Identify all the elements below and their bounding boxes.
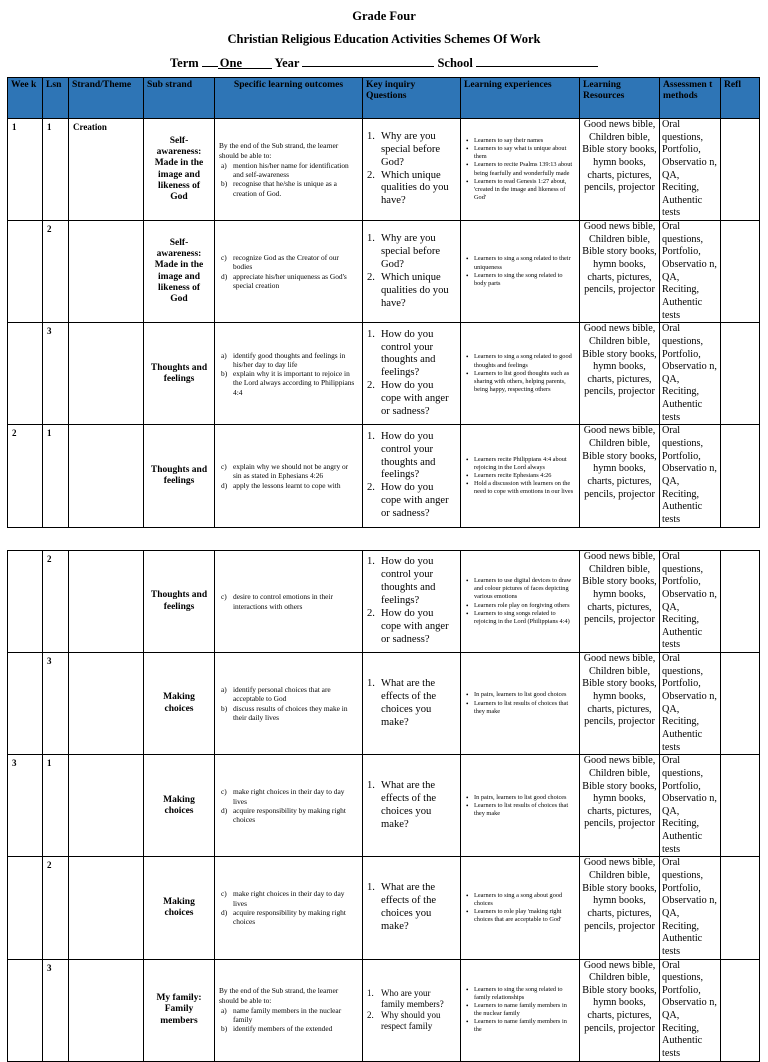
reflection-cell [721,119,760,221]
inquiry-questions-cell [363,119,461,221]
inquiry-questions-cell [363,221,461,323]
question-text: Why should you respect family [381,1010,441,1032]
resources-cell: Good news bible, Children bible, Bible story books, hymn books, charts, pictures, pencils, projector [580,857,660,959]
table-row [8,653,760,755]
col-resources: Learning Resources [580,78,660,119]
inquiry-question [367,556,456,608]
inquiry-question [367,169,456,209]
experience-item: • Learners to sing songs related to rejoicing in the Lord (Philippians 4:4) [474,610,575,626]
term-year-school-line [0,54,768,71]
substrand-line: Making [163,794,195,805]
outcomes-cell [215,857,363,959]
outcome-marker: b) [221,179,228,189]
substrand-line: Thoughts and [150,590,208,601]
reflection-cell [721,755,760,857]
question-number: 2. [367,608,375,620]
outcome-item [221,703,358,723]
question-text: How do you control your thoughts and feelings? [381,430,436,481]
substrand-line: Making [163,692,195,703]
term-label: Term [169,56,199,70]
reflection-cell [721,653,760,755]
question-number: 2. [367,1010,374,1021]
outcome-text: appreciate his/her uniqueness as God's special creation [233,271,347,290]
week-cell: 1 [8,119,43,221]
term-value: One [218,56,272,69]
experience-item: • Learners to sing the song related to family relationships [474,986,575,1002]
inquiry-question [367,608,456,647]
week-cell: 2 [8,425,43,527]
substrand-cell [144,425,215,527]
table-row [8,119,760,221]
week-cell: 3 [8,755,43,857]
outcome-text: explain why it is important to rejoice in the Lord always according to Philippians 4:4 [233,369,355,397]
substrand-line: Thoughts and [150,464,208,475]
inquiry-questions-cell [363,323,461,425]
inquiry-questions-cell [363,755,461,857]
reflection-cell [721,857,760,959]
outcome-marker: b) [221,369,228,379]
substrand-line: members [160,1015,198,1026]
substrand-line: choices [164,703,194,714]
substrand-line: Self- [169,238,189,249]
col-assessment: Assessmen t methods [660,78,721,119]
resources-cell: Good news bible, Children bible, Bible story books, hymn books, charts, pictures, pencils, projector [580,221,660,323]
outcome-item [221,787,358,806]
year-label: Year [274,56,300,70]
outcome-item [221,907,358,927]
schemes-table-part-2 [7,550,760,1062]
table-row [8,755,760,857]
substrand-line: likeness of [158,282,200,293]
inquiry-question [367,430,456,483]
question-number: 1. [367,779,375,791]
learning-experiences-cell [461,323,580,425]
learning-experiences-cell [461,653,580,755]
experience-item: • Learners to read Genesis 1:27 about, 'created in the image and likeness of God' [474,178,575,203]
assessment-cell: Oral questions, Portfolio, Observatio n, QA, Reciting, Authentic tests [660,857,721,959]
outcomes-intro: By the end of the Sub strand, the learner should be able to: [219,141,339,160]
col-week: Wee k [8,78,43,119]
col-strand: Strand/Theme [69,78,144,119]
experience-item: • Learners to sing a song related to their uniqueness [474,255,575,271]
outcomes-cell [215,119,363,221]
substrand-line: God [170,294,188,305]
question-text: Why are you special before God? [381,130,441,168]
question-number: 2. [367,380,375,392]
week-cell [8,857,43,959]
lesson-cell: 2 [43,551,69,653]
substrand-cell [144,857,215,959]
substrand-line: Making [163,896,195,907]
lesson-cell: 3 [43,959,69,1061]
outcomes-cell [215,221,363,323]
experience-item: • Learners to use digital devices to draw and colour pictures of faces depicting various emotions [474,577,575,602]
reflection-cell [721,959,760,1061]
outcome-item [221,160,358,180]
substrand-cell [144,221,215,323]
experience-item: • Learners to list good thoughts such as sharing with others, helping parents, being happy, respecting others [474,370,575,395]
experience-item: • Learners to role play 'making right choices that are acceptable to God' [474,908,575,924]
experience-item: • Learners to sing the song related to body parts [474,272,575,288]
table-row [8,959,760,1061]
outcome-marker: b) [221,1024,228,1034]
reflection-cell [721,323,760,425]
outcome-marker: d) [221,480,228,490]
col-outcomes: Specific learning outcomes [215,78,363,119]
lesson-cell: 3 [43,653,69,755]
substrand-line: likeness of [158,180,200,191]
experience-item: • Learners to name family members in the [474,1018,575,1034]
question-number: 1. [367,232,375,244]
col-reflection: Refl [721,78,760,119]
outcome-text: apply the lessons learnt to cope with [233,480,341,490]
outcome-text: recognise that he/she is unique as a creation of God. [233,179,337,198]
school-blank [476,54,598,67]
outcome-text: identify personal choices that are acceptable to God [233,685,331,704]
inquiry-questions-cell [363,653,461,755]
outcome-item [221,271,358,291]
week-cell [8,221,43,323]
table-row [8,323,760,425]
outcome-marker: c) [221,253,227,263]
col-experiences: Learning experiences [461,78,580,119]
col-substrand: Sub strand [144,78,215,119]
lesson-cell: 1 [43,425,69,527]
resources-cell: Good news bible, Children bible, Bible story books, hymn books, charts, pictures, pencils, projector [580,323,660,425]
assessment-cell: Oral questions, Portfolio, Observatio n, QA, Reciting, Authentic tests [660,323,721,425]
outcome-text: recognize God as the Creator of our bodies [233,253,339,272]
outcomes-cell [215,425,363,527]
substrand-line: feelings [163,475,195,486]
question-number: 1. [367,988,374,999]
outcome-text: discuss results of choices they make in their daily lives [233,703,348,722]
outcome-text: mention his/her name for identification and self-awareness [233,160,349,180]
inquiry-question [367,130,456,170]
inquiry-question [367,232,456,272]
substrand-line: image and [158,169,200,180]
outcome-marker: d) [221,271,228,281]
question-number: 2. [367,482,375,494]
assessment-cell: Oral questions, Portfolio, Observatio n, QA, Reciting, Authentic tests [660,959,721,1061]
substrand-cell [144,551,215,653]
strand-cell [69,959,144,1061]
document-title: Christian Religious Education Activities Schemes Of Work [227,32,541,46]
inquiry-question [367,271,456,311]
outcomes-intro: By the end of the Sub strand, the learner should be able to: [219,986,339,1005]
inquiry-question [367,882,456,934]
outcome-item [221,179,358,198]
col-lesson: Lsn [43,78,69,119]
schemes-table-part-1 [7,77,760,528]
inquiry-questions-cell [363,857,461,959]
outcome-marker: c) [221,592,227,602]
question-number: 1. [367,130,375,142]
assessment-cell: Oral questions, Portfolio, Observatio n, QA, Reciting, Authentic tests [660,119,721,221]
outcome-text: make right choices in their day to day lives [233,889,345,908]
table-row [8,221,760,323]
experience-item: • Learners to list results of choices that they make [474,802,575,818]
outcome-item [221,1024,358,1034]
outcome-marker: a) [221,685,227,695]
experience-item: • Learners to recite Psalms 139:13 about being fearfully and wonderfully made [474,161,575,177]
lesson-cell: 1 [43,119,69,221]
resources-cell: Good news bible, Children bible, Bible story books, hymn books, charts, pictures, pencils, projector [580,653,660,755]
inquiry-question [367,328,456,381]
experience-item: • Hold a discussion with learners on the need to cope with emotions in our lives [474,480,575,496]
outcome-marker: c) [221,787,227,797]
week-cell [8,551,43,653]
substrand-line: image and [158,271,200,282]
question-text: Which unique qualities do you have? [381,271,449,309]
question-number: 2. [367,271,375,283]
experience-item: • In pairs, learners to list good choices [474,794,575,802]
strand-cell: Creation [69,119,144,221]
strand-cell [69,425,144,527]
substrand-cell [144,959,215,1061]
outcome-item [221,889,358,908]
question-number: 2. [367,169,375,181]
question-number: 1. [367,556,375,568]
resources-cell: Good news bible, Children bible, Bible story books, hymn books, charts, pictures, pencils, projector [580,119,660,221]
experience-item: • Learners to sing a song related to good thoughts and feelings [474,353,575,369]
substrand-line: God [170,191,188,202]
week-cell [8,959,43,1061]
question-text: Which unique qualities do you have? [381,169,449,207]
table-row [8,551,760,653]
resources-cell: Good news bible, Children bible, Bible story books, hymn books, charts, pictures, pencils, projector [580,551,660,653]
outcome-item [221,253,358,272]
learning-experiences-cell [461,221,580,323]
assessment-cell: Oral questions, Portfolio, Observatio n, QA, Reciting, Authentic tests [660,221,721,323]
question-number: 1. [367,430,375,442]
outcome-marker: c) [221,462,227,472]
outcome-item [221,685,358,704]
inquiry-question [367,779,456,832]
substrand-line: awareness: [156,249,202,260]
outcome-marker: a) [221,160,227,170]
strand-cell [69,857,144,959]
question-text: What are the effects of the choices you make? [381,779,437,830]
reflection-cell [721,425,760,527]
substrand-cell [144,323,215,425]
table-row [8,857,760,959]
question-number: 1. [367,882,375,894]
resources-cell: Good news bible, Children bible, Bible story books, hymn books, charts, pictures, pencils, projector [580,425,660,527]
outcome-text: name family members in the nuclear family [233,1005,342,1025]
outcomes-cell [215,323,363,425]
outcome-text: desire to control emotions in their interactions with others [233,592,333,611]
outcome-text: explain why we should not be angry or sin as stated in Ephesians 4:26 [233,462,349,481]
learning-experiences-cell [461,425,580,527]
year-blank [302,54,434,67]
question-text: How do you cope with anger or sadness? [381,482,449,520]
experience-item: • Learners role play on forgiving others [474,602,575,610]
substrand-line: My family: [156,993,202,1004]
lesson-cell: 1 [43,755,69,857]
substrand-cell [144,119,215,221]
strand-cell [69,755,144,857]
question-text: How do you control your thoughts and feelings? [381,556,436,607]
col-inquiry: Key inquiry Questions [363,78,461,119]
lesson-cell: 2 [43,221,69,323]
outcome-item [221,480,358,490]
question-number: 1. [367,328,375,340]
reflection-cell [721,551,760,653]
substrand-line: awareness: [156,147,202,158]
assessment-cell: Oral questions, Portfolio, Observatio n, QA, Reciting, Authentic tests [660,425,721,527]
substrand-line: Thoughts and [150,362,208,373]
substrand-line: Made in the [154,158,204,169]
assessment-cell: Oral questions, Portfolio, Observatio n, QA, Reciting, Authentic tests [660,551,721,653]
outcome-text: acquire responsibility by making right choices [233,805,346,825]
outcome-item [221,592,358,611]
outcome-item [221,462,358,481]
outcomes-cell [215,755,363,857]
experience-item: • Learners to name family members in the nuclear family [474,1002,575,1018]
substrand-cell [144,653,215,755]
inquiry-question [367,677,456,730]
question-text: Who are your family members? [381,988,444,1010]
lesson-cell: 3 [43,323,69,425]
learning-experiences-cell [461,551,580,653]
outcome-marker: a) [221,1005,227,1015]
outcome-marker: a) [221,350,227,360]
strand-cell [69,653,144,755]
experience-item: • In pairs, learners to list good choices [474,691,575,699]
question-text: What are the effects of the choices you make? [381,677,437,728]
inquiry-question [367,482,456,521]
question-text: What are the effects of the choices you make? [381,882,437,932]
outcome-item [221,350,358,370]
outcome-text: make right choices in their day to day lives [233,787,345,806]
assessment-cell: Oral questions, Portfolio, Observatio n, QA, Reciting, Authentic tests [660,653,721,755]
lesson-cell: 2 [43,857,69,959]
question-number: 1. [367,677,375,689]
inquiry-questions-cell [363,551,461,653]
outcomes-cell [215,959,363,1061]
outcome-marker: c) [221,889,227,899]
experience-item: • Learners to say what is unique about them [474,145,575,161]
substrand-line: choices [164,907,194,918]
outcome-text: acquire responsibility by making right choices [233,907,346,927]
table-row [8,425,760,527]
substrand-line: feelings [163,373,195,384]
question-text: How do you cope with anger or sadness? [381,608,449,645]
question-text: How do you cope with anger or sadness? [381,380,449,418]
experience-item: • Learners to sing a song about good choices [474,892,575,908]
experience-item: • Learners to list results of choices that they make [474,700,575,716]
substrand-line: Made in the [154,260,204,271]
substrand-line: choices [164,805,194,816]
outcomes-cell [215,653,363,755]
strand-cell [69,551,144,653]
inquiry-questions-cell [363,425,461,527]
learning-experiences-cell [461,755,580,857]
reflection-cell [721,221,760,323]
resources-cell: Good news bible, Children bible, Bible story books, hymn books, charts, pictures, pencils, projector [580,755,660,857]
inquiry-question [367,988,456,1010]
question-text: How do you control your thoughts and feelings? [381,328,436,379]
inquiry-questions-cell [363,959,461,1061]
substrand-cell [144,755,215,857]
week-cell [8,653,43,755]
experience-item: • Learners to say their names [474,137,575,145]
assessment-cell: Oral questions, Portfolio, Observatio n, QA, Reciting, Authentic tests [660,755,721,857]
school-label: School [437,56,473,70]
strand-cell [69,323,144,425]
week-cell [8,323,43,425]
outcome-item [221,369,358,397]
outcome-marker: b) [221,703,228,713]
inquiry-question [367,380,456,419]
experience-item: • Learners recite Ephesians 4:26 [474,472,575,480]
learning-experiences-cell [461,959,580,1061]
strand-cell [69,221,144,323]
outcomes-cell [215,551,363,653]
outcome-item [221,1005,358,1025]
experience-item: • Learners recite Philippians 4:4 about rejoicing in the Lord always [474,456,575,472]
learning-experiences-cell [461,119,580,221]
outcome-marker: d) [221,805,228,815]
outcome-marker: d) [221,907,228,917]
grade-heading: Grade Four [352,9,416,23]
inquiry-question [367,1010,456,1032]
outcome-text: identify good thoughts and feelings in his/her day to day life [233,350,346,369]
learning-experiences-cell [461,857,580,959]
term-blank-lead [202,54,218,67]
substrand-line: feelings [163,601,195,612]
outcome-text: identify members of the extended [233,1024,333,1034]
question-text: Why are you special before God? [381,232,441,270]
substrand-line: Family [164,1004,194,1015]
outcome-item [221,805,358,825]
resources-cell: Good news bible, Children bible, Bible story books, hymn books, charts, pictures, pencils, projector [580,959,660,1061]
substrand-line: Self- [169,135,189,146]
